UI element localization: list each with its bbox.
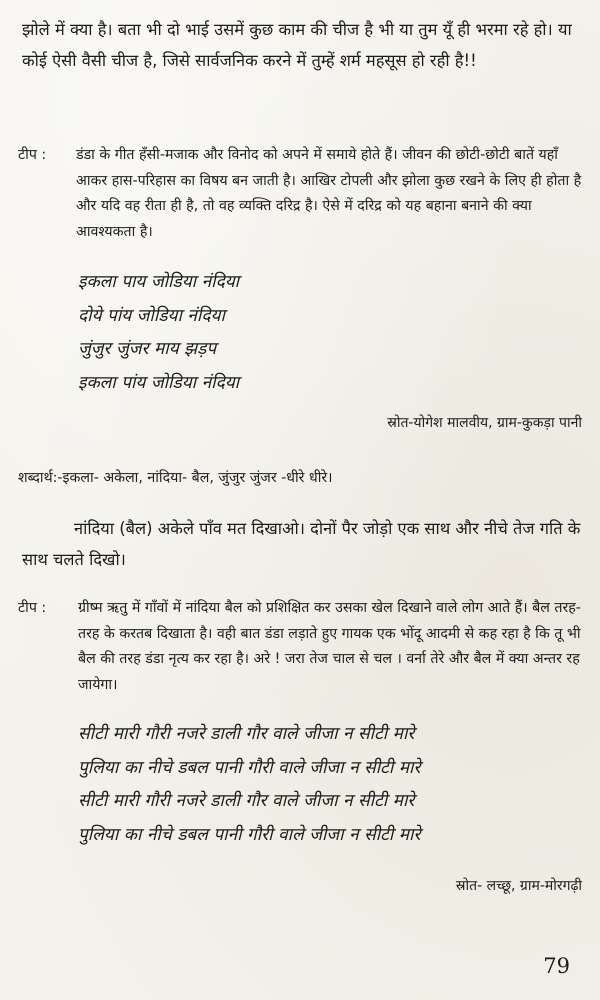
verse-1-line: दोये पांय जोडिया नंदिया <box>78 305 225 326</box>
verse-2-line: सीटी मारी गौरी नजरे डाली गौर वाले जीजा न सीटी मारे <box>78 791 415 811</box>
verse-2-line: पुलिया का नीचे डबल पानी गौरी वाले जीजा न सीटी मारे <box>78 824 421 845</box>
note-2-text: ग्रीष्म ऋतु में गाँवों में नांदिया बैल को प्रशिक्षित कर उसका खेल दिखाने वाले लोग आते हैं। बैल तरह-तरह के करतब दिखाता है। वही बात डंडा लड़ाते हुए गायक एक भोंदू आदमी से कह रहा है कि तू भी बैल की तरह डंडा नृत्य कर रहा है। अरे ! जरा तेज चाल से चल । वर्ना तेरे और बैल में क्या अन्तर रह जायेगा। <box>78 600 581 693</box>
note-1-text: डंडा के गीत हँसी-मजाक और विनोद को अपने में समाये होते हैं। जीवन की छोटी-छोटी बातें यहाँ आकर हास-परिहास का विषय बन जाती है। आखिर टोपली और झोला कुछ रखने के लिए ही होता है और यदि वह रीता ही है, तो वह व्यक्ति दरिद्र है। ऐसे में दरिद्र को यह बहाना बनाने की क्या आवश्यकता है। <box>76 147 582 240</box>
note-2-label: टीप : <box>18 600 47 616</box>
source-1: स्रोत-योगेश मालवीय, ग्राम-कुकड़ा पानी <box>387 415 582 431</box>
verse-2 <box>78 718 578 852</box>
verse-1 <box>78 266 578 400</box>
intro-paragraph: झोले में क्या है। बता भी दो भाई उसमें कुछ काम की चीज है भी या तुम यूँ ही भरमा रहे हो। या कोई ऐसी वैसी चीज है, जिसे सार्वजनिक करने में तुम्हें शर्म महसूस हो रही है!! <box>22 20 572 70</box>
verse-2-line: पुलिया का नीचे डबल पानी गौरी वाले जीजा न सीटी मारे <box>78 757 421 778</box>
verse-1-line: इकला पांय जोडिया नंदिया <box>78 372 240 393</box>
page-number: 79 <box>543 954 570 978</box>
meaning-paragraph <box>22 513 584 575</box>
word-meanings: शब्दार्थ:-इकला- अकेला, नांदिया- बैल, जुंजुर जुंजर -धीरे धीरे। <box>18 470 333 486</box>
meaning-paragraph-text: नांदिया (बैल) अकेले पाँव मत दिखाओ। दोनों पैर जोड़ो एक साथ और नीचे तेज गति के साथ चलते दिखो। <box>22 519 581 569</box>
verse-2-line: सीटी मारी गौरी नजरे डाली गौर वाले जीजा न सीटी मारे <box>78 724 415 744</box>
note-1-label: टीप : <box>18 147 47 163</box>
note-1 <box>18 143 588 245</box>
note-2 <box>18 596 588 698</box>
verse-1-line: जुंजुर जुंजर माय झड़प <box>78 339 217 359</box>
source-2: स्रोत- लच्छू, ग्राम-मोरगढ़ी <box>455 878 582 894</box>
verse-1-line: इकला पाय जोडिया नंदिया <box>78 272 240 292</box>
